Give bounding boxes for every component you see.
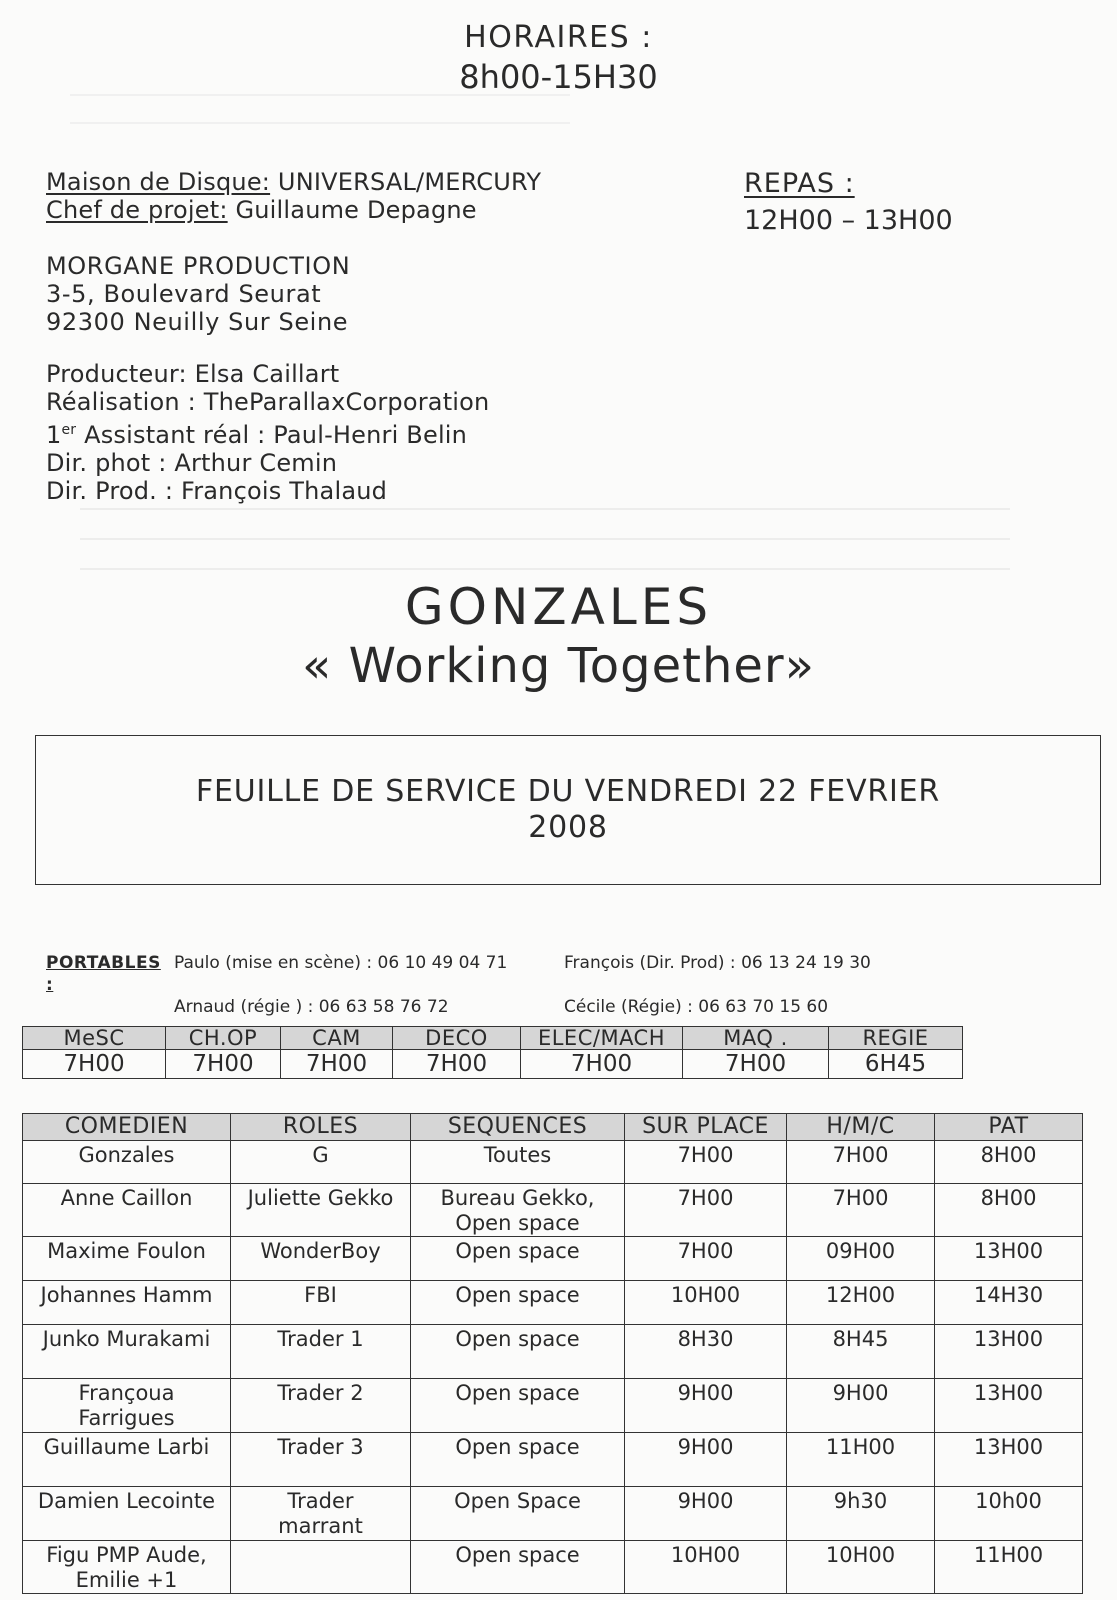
banner-line-1: FEUILLE DE SERVICE DU VENDREDI 22 FEVRIER (195, 774, 941, 809)
banner-text (36, 774, 1100, 846)
department-call-table (22, 1026, 963, 1079)
cast-cell: Bureau Gekko, Open space (411, 1184, 625, 1237)
cast-cell: Open space (411, 1237, 625, 1281)
cast-cell: 8H45 (787, 1325, 935, 1379)
department-time-cell: 7H00 (23, 1050, 166, 1079)
phone-4: Cécile (Régie) : 06 63 70 15 60 (564, 997, 829, 1017)
cast-header-cell: SUR PLACE (625, 1114, 787, 1141)
hours-label: HORAIRES : (464, 20, 653, 55)
cast-cell: 7H00 (625, 1141, 787, 1184)
hours-value: 8h00-15H30 (459, 58, 658, 96)
callsheet-banner (35, 735, 1101, 885)
meal-time: 12H00 – 13H00 (744, 205, 953, 236)
cast-cell: Françoua Farrigues (23, 1379, 231, 1433)
cast-cell: Junko Murakami (23, 1325, 231, 1379)
cast-cell: 9H00 (625, 1379, 787, 1433)
cast-cell: 13H00 (935, 1379, 1083, 1433)
ad-sup: er (61, 422, 77, 438)
project-manager-line (46, 196, 541, 224)
table-row (23, 1541, 1083, 1594)
cast-cell: Figu PMP Aude, Emilie +1 (23, 1541, 231, 1594)
cast-cell: Open space (411, 1541, 625, 1594)
cast-cell: Open space (411, 1379, 625, 1433)
cast-cell: Open space (411, 1433, 625, 1487)
phone-list (46, 952, 871, 1018)
cast-header-cell: PAT (935, 1114, 1083, 1141)
cast-cell: Toutes (411, 1141, 625, 1184)
department-time-row (23, 1050, 963, 1079)
project-manager-value: Guillaume Depagne (227, 196, 477, 224)
production-name: MORGANE PRODUCTION (46, 252, 351, 280)
cast-cell: 9h30 (787, 1487, 935, 1541)
cast-header-row (23, 1114, 1083, 1141)
cast-cell: Juliette Gekko (231, 1184, 411, 1237)
cast-cell: Trader 2 (231, 1379, 411, 1433)
record-label-value: UNIVERSAL/MERCURY (270, 168, 542, 196)
department-header-cell: MeSC (23, 1027, 166, 1050)
cast-cell: 11H00 (787, 1433, 935, 1487)
artist-title: GONZALES (404, 578, 713, 636)
table-row (23, 1487, 1083, 1541)
producer: Producteur: Elsa Caillart (46, 360, 340, 388)
ad-rest: Assistant réal : Paul-Henri Belin (76, 421, 468, 449)
cast-cell: 7H00 (787, 1184, 935, 1237)
cast-cell: 10H00 (625, 1281, 787, 1325)
department-time-cell: 7H00 (521, 1050, 683, 1079)
cast-cell: Johannes Hamm (23, 1281, 231, 1325)
phone-2: Arnaud (régie ) : 06 63 58 76 72 (174, 997, 449, 1017)
cast-cell: 8H30 (625, 1325, 787, 1379)
table-row (23, 1379, 1083, 1433)
table-row (23, 1237, 1083, 1281)
cast-cell: 9H00 (625, 1487, 787, 1541)
cast-cell: 7H00 (625, 1184, 787, 1237)
table-row (23, 1325, 1083, 1379)
department-header-cell: REGIE (829, 1027, 963, 1050)
cast-cell: 10H00 (787, 1541, 935, 1594)
table-row (23, 1184, 1083, 1237)
cast-call-table (22, 1113, 1083, 1594)
cast-cell: Open Space (411, 1487, 625, 1541)
cast-cell: 9H00 (787, 1379, 935, 1433)
table-row (23, 1433, 1083, 1487)
cast-header-cell: ROLES (231, 1114, 411, 1141)
cast-cell: 10H00 (625, 1541, 787, 1594)
cast-cell: Damien Lecointe (23, 1487, 231, 1541)
director-of-photography: Dir. phot : Arthur Cemin (46, 449, 338, 477)
department-time-cell: 7H00 (166, 1050, 281, 1079)
cast-cell: 14H30 (935, 1281, 1083, 1325)
meal-label: REPAS : (744, 168, 855, 199)
cast-header-cell: H/M/C (787, 1114, 935, 1141)
cast-cell: Trader marrant (231, 1487, 411, 1541)
ad-prefix: 1 (46, 421, 62, 449)
department-header-cell: MAQ . (683, 1027, 829, 1050)
cast-cell: Gonzales (23, 1141, 231, 1184)
record-label-key: Maison de Disque: (46, 168, 271, 196)
department-header-cell: DECO (393, 1027, 521, 1050)
cast-cell: Trader 1 (231, 1325, 411, 1379)
department-time-cell: 7H00 (683, 1050, 829, 1079)
cast-cell: 7H00 (625, 1237, 787, 1281)
phone-3: François (Dir. Prod) : 06 13 24 19 30 (564, 953, 871, 973)
cast-cell: Maxime Foulon (23, 1237, 231, 1281)
project-title: « Working Together» (301, 638, 816, 694)
cast-cell: 11H00 (935, 1541, 1083, 1594)
cast-cell (231, 1541, 411, 1594)
bleed-through (80, 490, 1010, 590)
cast-cell: 10h00 (935, 1487, 1083, 1541)
cast-cell: 7H00 (787, 1141, 935, 1184)
project-manager-key: Chef de projet: (46, 196, 228, 224)
label-block (46, 168, 541, 224)
cast-cell: Open space (411, 1325, 625, 1379)
cast-cell: Trader 3 (231, 1433, 411, 1487)
cast-cell: Anne Caillon (23, 1184, 231, 1237)
cast-cell: Guillaume Larbi (23, 1433, 231, 1487)
cast-cell: 8H00 (935, 1141, 1083, 1184)
assistant-director (46, 416, 489, 449)
cast-rows (23, 1141, 1083, 1594)
cast-header-cell: COMEDIEN (23, 1114, 231, 1141)
meal-block (744, 168, 953, 236)
department-header-cell: CAM (281, 1027, 393, 1050)
production-address-1: 3-5, Boulevard Seurat (46, 280, 322, 308)
cast-cell: 13H00 (935, 1325, 1083, 1379)
cast-cell: Open space (411, 1281, 625, 1325)
department-time-cell: 7H00 (281, 1050, 393, 1079)
cast-cell: 13H00 (935, 1433, 1083, 1487)
production-manager: Dir. Prod. : François Thalaud (46, 477, 388, 505)
cast-header-cell: SEQUENCES (411, 1114, 625, 1141)
department-header-cell: ELEC/MACH (521, 1027, 683, 1050)
banner-line-2: 2008 (528, 810, 608, 845)
cast-cell: FBI (231, 1281, 411, 1325)
department-header-cell: CH.OP (166, 1027, 281, 1050)
department-time-cell: 6H45 (829, 1050, 963, 1079)
table-row (23, 1281, 1083, 1325)
cast-cell: WonderBoy (231, 1237, 411, 1281)
crew-block (46, 360, 489, 505)
production-address-2: 92300 Neuilly Sur Seine (46, 308, 349, 336)
department-time-cell: 7H00 (393, 1050, 521, 1079)
phone-1: Paulo (mise en scène) : 06 10 49 04 71 (174, 953, 508, 973)
director: Réalisation : TheParallaxCorporation (46, 388, 490, 416)
cast-cell: 9H00 (625, 1433, 787, 1487)
cast-cell: 12H00 (787, 1281, 935, 1325)
record-label-line (46, 168, 541, 196)
table-row (23, 1141, 1083, 1184)
production-block (46, 252, 350, 336)
department-header-row (23, 1027, 963, 1050)
phones-label: PORTABLES : (46, 953, 161, 995)
cast-cell: 8H00 (935, 1184, 1083, 1237)
cast-cell: 09H00 (787, 1237, 935, 1281)
cast-cell: 13H00 (935, 1237, 1083, 1281)
cast-cell: G (231, 1141, 411, 1184)
